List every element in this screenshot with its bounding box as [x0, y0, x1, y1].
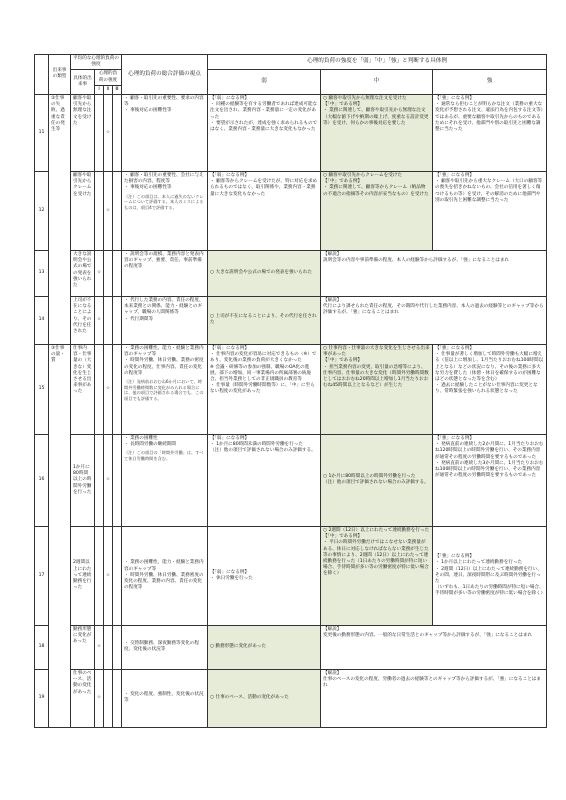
row-number: 13	[35, 250, 49, 296]
event-category: ②仕事の失敗、過重な責任の発生等	[49, 94, 71, 344]
row-number: 19	[35, 669, 49, 727]
table-row	[35, 296, 547, 344]
table-row	[35, 94, 547, 171]
viewpoint-item: ・ 事後対応の困難性等	[124, 108, 172, 114]
viewpoint-item: ・ 長時間労働の継続期間	[124, 442, 177, 448]
weak-example: 【「弱」になる例】 ・ 休日労働を行った	[208, 526, 321, 625]
viewpoint-item: ・ 業務の困難性、能力・経験と業務内容のギャップ等	[124, 345, 204, 358]
viewpoint-cell	[122, 669, 208, 727]
medium-example: ○ 2週間（12日）以上にわたって連続勤務を行った 【「中」である例】 ・ 平日の時間外労働だけではこなせない業務量がある、休日に対応しなければならない業務が生じた等の事情により、2週間（12日）以上にわたって連続勤務を行った（1日あたりの労働時間が特に短い場合、手待時間が多い等の労働密度が特に低い場合を除く）	[321, 526, 433, 625]
specific-event: 上司が不在になることにより、その代行を任された	[71, 296, 95, 344]
viewpoint-item: ・ 変化の程度、強制性、変化後の状況等	[124, 692, 204, 704]
header-level-3: Ⅲ	[113, 85, 122, 94]
medium-example: ○ 仕事内容・仕事量の大きな変化を生じさせる出来事があった 【「中」である例】 ・ 担当業務内容の変更、取引量の急増等により、仕事内容、仕事量の大きな変化（時間外労働時間数としてはおおむね20時間以上増加し1月当たりおおむね45時間以上となるなど）が生じた	[321, 344, 433, 434]
weak-example: ○ 大きな説明会や公式の場での発表を強いられた	[208, 250, 321, 296]
viewpoint-cell	[122, 250, 208, 296]
specific-event: 1か月に80時間以上の時間外労働を行った	[71, 434, 95, 526]
specific-event: 大きな説明会や公式の場での発表を強いられた	[71, 250, 95, 296]
table-row	[35, 625, 547, 669]
viewpoint-item: ・ 交替制勤務、深夜勤務等変化の程度、変化後の状況等	[124, 641, 199, 653]
medium-example: ○ 顧客や取引先から無理な注文を受けた 【「中」である例】 ・ 業務に関連して、顧客や取引先から無理な注文（大幅な値下げや納期の繰上げ、度重なる設計変更等）を受け、何らかの事後対応を要した	[321, 94, 433, 171]
table-row	[35, 434, 547, 526]
strong-example: 【「強」になる例】 ・ 発病直前の連続した2か月間に、1月当たりおおむね120時間以上の時間外労働を行い、その業務内容が通常その程度の労働時間を要するものであった ・ 発病直前の連続した3か月間に、1月当たりおおむね100時間以上の時間外労働を行い、その業務内容が通常その程度の労働時間を要するものであった	[433, 434, 547, 526]
specific-event: 仕事のペース、活動の変化があった	[71, 669, 95, 727]
stress-evaluation-table	[34, 54, 547, 728]
header-strong: 強	[433, 70, 547, 95]
specific-event: 仕事内容・仕事量の（大きな）変化を生じさせる出来事があった	[71, 344, 95, 434]
row-number: 12	[35, 171, 49, 250]
viewpoint-note: （注）この項目は、本人に過失のないクレームについて評価する。本人のミスによるものは、項目4で評価する。	[124, 193, 204, 210]
viewpoint-cell	[122, 296, 208, 344]
weak-example: ○ 上司が不在になることにより、その代行を任された	[208, 296, 321, 344]
viewpoint-item: ・ 事後対応の困難性等	[124, 185, 172, 191]
viewpoint-cell	[122, 526, 208, 625]
header-weak: 弱	[208, 70, 321, 95]
table-row	[35, 344, 547, 434]
weak-example: ○ 仕事のペース、活動の変化があった	[208, 669, 321, 727]
viewpoint-item: ・ 時間外労働、休日労働、業務密度の変化の程度、業務の内容、責任の変化の程度等	[124, 572, 204, 591]
header-specific-event: 具体的出来事	[71, 70, 95, 95]
viewpoint-cell	[122, 171, 208, 250]
viewpoint-item: ・ 説明会等の規模、業務内容と発表内容のギャップ、強要、責任、事前準備の程度等	[124, 251, 204, 270]
viewpoint-cell	[122, 94, 208, 171]
strength-star: ☆	[95, 250, 104, 296]
strength-star: ☆	[104, 434, 113, 526]
medium-example: ○ 1か月に80時間以上の時間外労働を行った （注）他の項目で評価されない場合のみ評価する。	[321, 434, 433, 526]
viewpoint-item: ・ 代行した業務の内容、責任の程度、本来業務との関係、能力・経験とのギャップ、職場の人間関係等	[124, 297, 204, 316]
header-level-1: Ⅰ	[95, 85, 104, 94]
specific-event: 勤務形態に変化があった	[71, 625, 95, 669]
viewpoint-item: ・ 業務の困難性、能力・経験と業務内容のギャップ等	[124, 560, 204, 572]
header-strength-of-event: 心理的負荷の強度	[95, 70, 122, 85]
viewpoint-item: ・ 代行期間等	[124, 316, 154, 322]
weak-example: 【「弱」になる例】 ・ 同種の経験等を有する労働者であれば達成可能な注文を出され、業務内容・業務量に一定の変化があった ・ 要望が示されたが、達成を強く求められるものではなく、業務内容・業務量に大きな変化もなかった	[208, 94, 321, 171]
viewpoint-note: （注）この項目の「時間外労働」は、すべて休日労働時間を含む。	[124, 450, 204, 461]
row-number: 15	[35, 344, 49, 434]
strength-star: ☆	[104, 344, 113, 434]
viewpoint-cell	[122, 344, 208, 434]
medium-example: ○ 顧客や取引先からクレームを受けた 【「中」である例】 ・ 業務に関連して、顧客等からクレーム（納品物の不適合の指摘等その内容が妥当なもの）を受けた	[321, 171, 433, 250]
header-avg-strength: 平均的な心理的負荷の強度	[71, 55, 122, 70]
viewpoint-item: ・ 顧客・取引先の重要性、要求の内容等	[124, 95, 204, 108]
specific-event: 顧客や取引先から無理な注文を受けた	[71, 94, 95, 171]
row-number: 16	[35, 434, 49, 526]
viewpoint-cell	[122, 434, 208, 526]
specific-event: 顧客や取引先からクレームを受けた	[71, 171, 95, 250]
strength-star: ☆	[104, 526, 113, 625]
event-category: ③仕事の量・質	[49, 344, 71, 727]
row-number: 11	[35, 94, 49, 171]
header-event-type: 出来事の類型	[49, 55, 71, 95]
weak-example: 【「弱」になる例】 ・ 1か月に80時間未満の時間外労働を行った （注）他の項目で評価されない場合のみ評価する。	[208, 434, 321, 526]
strength-star: ☆	[95, 296, 104, 344]
viewpoint-note: （注）発病前おおむね6か月において、時間外労働時間数に変化がみられる場合には、他の項目で評価される場合でも、この項目でも評価する。	[124, 378, 204, 401]
commentary: 【解説】 仕事のペースの変化の程度、労働者の過去の経験等とのギャップ等から評価するが、「強」になることはまれ	[321, 669, 547, 727]
commentary: 【解説】 説明会等の内容や事前準備の程度、本人の経験等から評価するが、「強」になることはまれ	[321, 250, 547, 296]
commentary: 【解説】 変更後の勤務形態の内容、一般的な日常生活とのギャップ等から評価するが、「強」になることはまれ	[321, 625, 547, 669]
strong-example: 【「強」になる例】 ・ 通常なら拒むことが明らかな注文（業務の重大な変化が予想される注文、違法行為を内包する注文等）ではあるが、重要な顧客や取引先からのものであるためにそれを受け、他部門や別の取引先と困難な調整に当たった	[433, 94, 547, 171]
header-level-2: Ⅱ	[104, 85, 113, 94]
strength-star: ☆	[95, 669, 104, 727]
viewpoint-cell	[122, 625, 208, 669]
strong-example: 【「強」になる例】 ・ 仕事量が著しく増加して時間外労働も大幅に増える（倍以上に増加し、1月当たりおおむね100時間以上となる）などの状況になり、その後の業務に多大な労力を費した（休憩・休日を確保するのが困難なほどの状態となった等を含む） ・ 過去に経験したことがない仕事内容に変更となり、常時緊張を強いられる状態となった	[433, 344, 547, 434]
header-judge-title: 心理的負荷の強度を「弱」「中」「強」と判断する具体例	[208, 55, 547, 70]
viewpoint-item: ・ 顧客・取引先の重要性、会社に与えた損害の内容、程度等	[124, 172, 204, 185]
header-medium: 中	[321, 70, 433, 95]
row-number: 17	[35, 526, 49, 625]
strength-star: ☆	[104, 171, 113, 250]
specific-event: 2週間以上にわたって連続勤務を行った	[71, 526, 95, 625]
strength-star: ☆	[95, 625, 104, 669]
table-row	[35, 669, 547, 727]
table-row	[35, 250, 547, 296]
strength-star: ☆	[104, 94, 113, 171]
row-number: 18	[35, 625, 49, 669]
weak-example: ○ 勤務形態に変化があった	[208, 625, 321, 669]
header-viewpoint: 心理的負荷の総合評価の視点	[122, 55, 208, 95]
viewpoint-item: ・ 時間外労働、休日労働、業務の密度の変化の程度、仕事内容、責任の変化の程度等	[124, 358, 204, 376]
weak-example: 【「弱」になる例】 ・ 仕事内容の変化が容易に対応できるもの（※）であり、変化後の業務の負荷が大きくなかった ※ 会議・研修等の参加の強制、職場のOA化の進展、部下の増加、同一事業場内の所属部署の統廃合、担当外業務としての非正規職員の教育等 ・ 仕事量（時間外労働時間数等）に、「中」に至らない程度の変化があった	[208, 344, 321, 434]
header-number	[35, 55, 49, 95]
strong-example: 【「強」になる例】 ・ 顧客や取引先から重大なクレーム（大口の顧客等の喪失を招きかねないもの、会社の信用を著しく傷つけるもの等）を受け、その解消のために他部門や別の取引先と困難な調整に当たった	[433, 171, 547, 250]
strong-example: 【「強」になる例】 ・ 1か月以上にわたって連続勤務を行った ・ 2週間（12日）以上にわたって連続勤務を行い、その間、連日、深夜時間帯に及ぶ時間外労働を行った （いずれも、1日あたりの労働時間が特に短い場合、手待時間が多い等の労働密度が特に低い場合を除く）	[433, 526, 547, 625]
commentary: 【解説】 代行により課せられた責任の程度、その期間や代行した業務内容、本人の過去の経験等とのギャップ等から評価するが、「強」になることはまれ	[321, 296, 547, 344]
weak-example: 【「弱」になる例】 ・ 顧客等からクレームを受けたが、特に対応を求められるものではなく、取引関係や、業務内容・業務量に大きな変化もなかった	[208, 171, 321, 250]
table-row	[35, 526, 547, 625]
table-row	[35, 171, 547, 250]
row-number: 14	[35, 296, 49, 344]
viewpoint-item: ・ 業務の困難性	[124, 435, 158, 441]
